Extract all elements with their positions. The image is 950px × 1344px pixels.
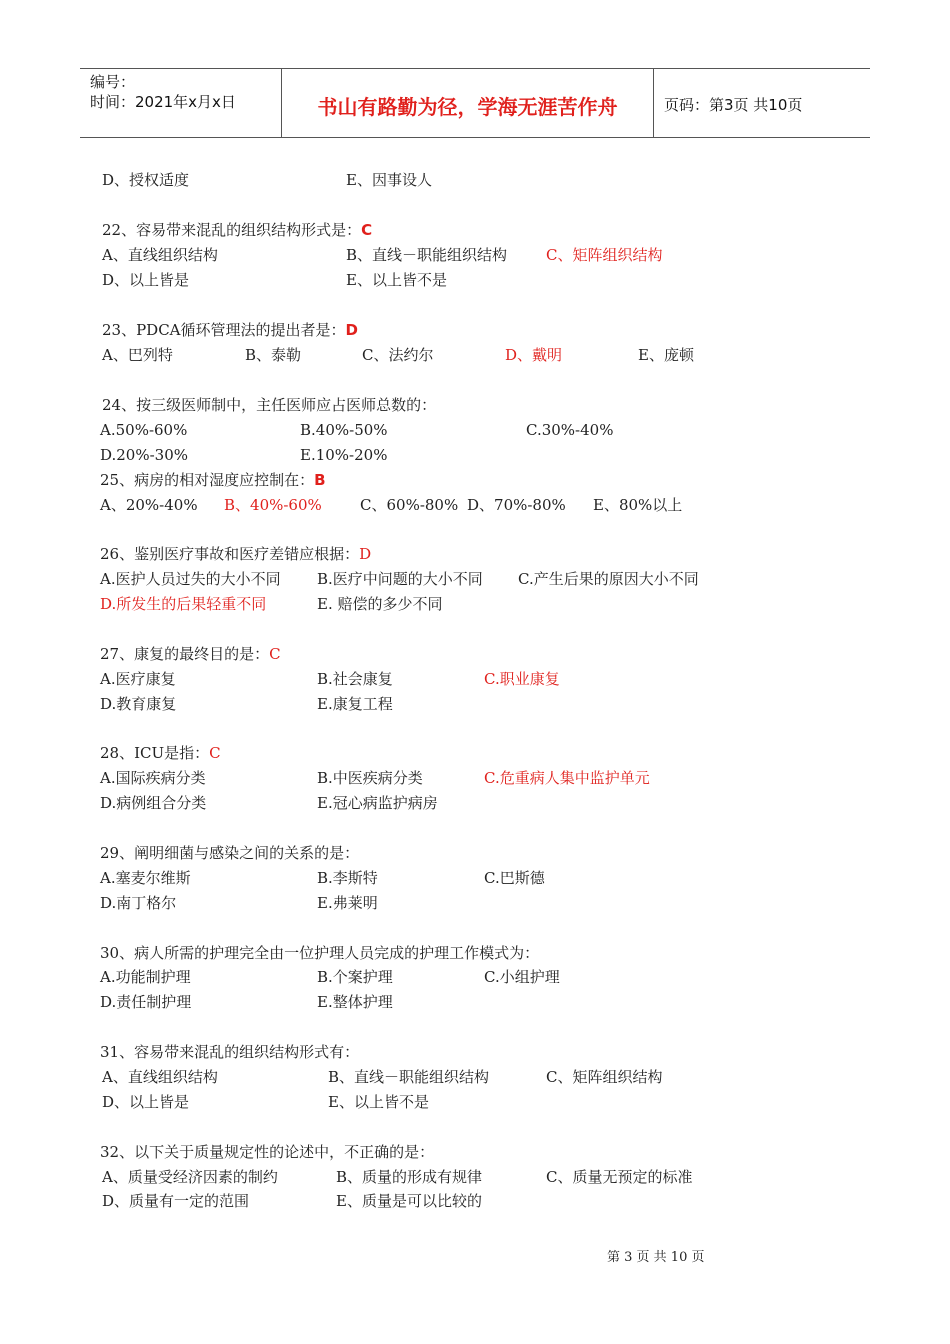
option: E、以上皆不是 [328, 1093, 429, 1111]
option-correct: B、40%-60% [224, 496, 322, 514]
option: B、泰勒 [245, 346, 302, 364]
option: B、直线－职能组织结构 [346, 246, 508, 264]
question-31 [100, 1042, 359, 1062]
header-meta [80, 69, 282, 137]
option: C、法约尔 [362, 346, 434, 364]
option: A.50%-60% [100, 421, 188, 439]
option-correct: D.所发生的后果轻重不同 [100, 595, 267, 613]
option: C.小组护理 [484, 968, 560, 986]
option: B.个案护理 [317, 968, 393, 986]
option-correct: C.职业康复 [484, 670, 560, 688]
question-text: 30、病人所需的护理完全由一位护理人员完成的护理工作模式为： [100, 944, 540, 962]
option: E、以上皆不是 [346, 271, 447, 289]
option: C.产生后果的原因大小不同 [518, 570, 699, 588]
option: A.塞麦尔维斯 [100, 869, 191, 887]
question-32 [100, 1142, 434, 1162]
option: B.医疗中问题的大小不同 [317, 570, 483, 588]
option: B.中医疾病分类 [317, 769, 423, 787]
option: D、质量有一定的范围 [102, 1192, 250, 1210]
option: C.巴斯德 [484, 869, 545, 887]
question-text: 26、鉴别医疗事故和医疗差错应根据： [100, 545, 360, 563]
question-28 [100, 743, 221, 763]
option-correct: C、矩阵组织结构 [546, 246, 663, 264]
header-page-cell [654, 69, 870, 137]
question-text: 29、阐明细菌与感染之间的关系的是： [100, 844, 360, 862]
option-correct: C.危重病人集中监护单元 [484, 769, 650, 787]
option: A.医护人员过失的大小不同 [100, 570, 281, 588]
page-code: 页码：第3页 共10页 [664, 96, 803, 114]
answer: D [345, 321, 358, 339]
question-text: 22、容易带来混乱的组织结构形式是： [102, 221, 362, 239]
option: E.弗莱明 [317, 894, 378, 912]
option: D.责任制护理 [100, 993, 192, 1011]
question-30 [100, 943, 539, 963]
option: D、以上皆是 [102, 1093, 190, 1111]
option: E.整体护理 [317, 993, 393, 1011]
option: D.20%-30% [100, 446, 189, 464]
option: C、质量无预定的标准 [546, 1168, 693, 1186]
option: E.冠心病监护病房 [317, 794, 438, 812]
question-text: 24、按三级医师制中，主任医师应占医师总数的： [102, 396, 437, 414]
answer: C [269, 645, 281, 663]
option: C、矩阵组织结构 [546, 1068, 663, 1086]
question-27 [100, 644, 281, 664]
option: A.国际疾病分类 [100, 769, 206, 787]
option: D、授权适度 [102, 171, 190, 189]
option: D、70%-80% [467, 496, 566, 514]
time-label: 时间：2021年x月x日 [90, 93, 236, 111]
question-24 [102, 395, 436, 415]
option: B.40%-50% [300, 421, 388, 439]
option: A、直线组织结构 [102, 246, 218, 264]
question-text: 23、PDCA循环管理法的提出者是： [102, 321, 346, 339]
page-footer: 第 3 页 共 10 页 [607, 1250, 705, 1265]
question-29 [100, 843, 359, 863]
option: E、庞顿 [638, 346, 694, 364]
answer: C [361, 221, 373, 239]
question-text: 25、病房的相对湿度应控制在： [100, 471, 315, 489]
question-text: 31、容易带来混乱的组织结构形式有： [100, 1043, 360, 1061]
question-text: 27、康复的最终目的是： [100, 645, 270, 663]
question-22 [102, 220, 372, 240]
question-25 [100, 470, 326, 490]
question-23 [102, 320, 358, 340]
option: B.社会康复 [317, 670, 393, 688]
option: D.南丁格尔 [100, 894, 177, 912]
question-text: 32、以下关于质量规定性的论述中，不正确的是： [100, 1143, 435, 1161]
option: E、因事设人 [346, 171, 432, 189]
option: E.10%-20% [300, 446, 388, 464]
header-motto-cell [282, 69, 654, 137]
option: D.病例组合分类 [100, 794, 207, 812]
option-correct: D、戴明 [505, 346, 563, 364]
answer: C [209, 744, 221, 762]
option: C.30%-40% [526, 421, 614, 439]
question-text: 28、ICU是指： [100, 744, 210, 762]
page-header [80, 68, 870, 138]
option: A、质量受经济因素的制约 [102, 1168, 278, 1186]
question-26 [100, 544, 371, 564]
option: C、60%-80% [360, 496, 459, 514]
option: A、直线组织结构 [102, 1068, 218, 1086]
option: E、80%以上 [593, 496, 683, 514]
option: B.李斯特 [317, 869, 378, 887]
option: E. 赔偿的多少不同 [317, 595, 443, 613]
option: D.教育康复 [100, 695, 177, 713]
option: E.康复工程 [317, 695, 393, 713]
option: A、20%-40% [100, 496, 198, 514]
option: B、质量的形成有规律 [336, 1168, 483, 1186]
option: A.医疗康复 [100, 670, 176, 688]
option: B、直线－职能组织结构 [328, 1068, 490, 1086]
option: E、质量是可以比较的 [336, 1192, 482, 1210]
motto: 书山有路勤为径，学海无涯苦作舟 [317, 95, 618, 119]
option: A.功能制护理 [100, 968, 191, 986]
answer: D [359, 545, 372, 563]
option: A、巴列特 [102, 346, 173, 364]
answer: B [314, 471, 326, 489]
number-label: 编号： [90, 73, 136, 91]
option: D、以上皆是 [102, 271, 190, 289]
